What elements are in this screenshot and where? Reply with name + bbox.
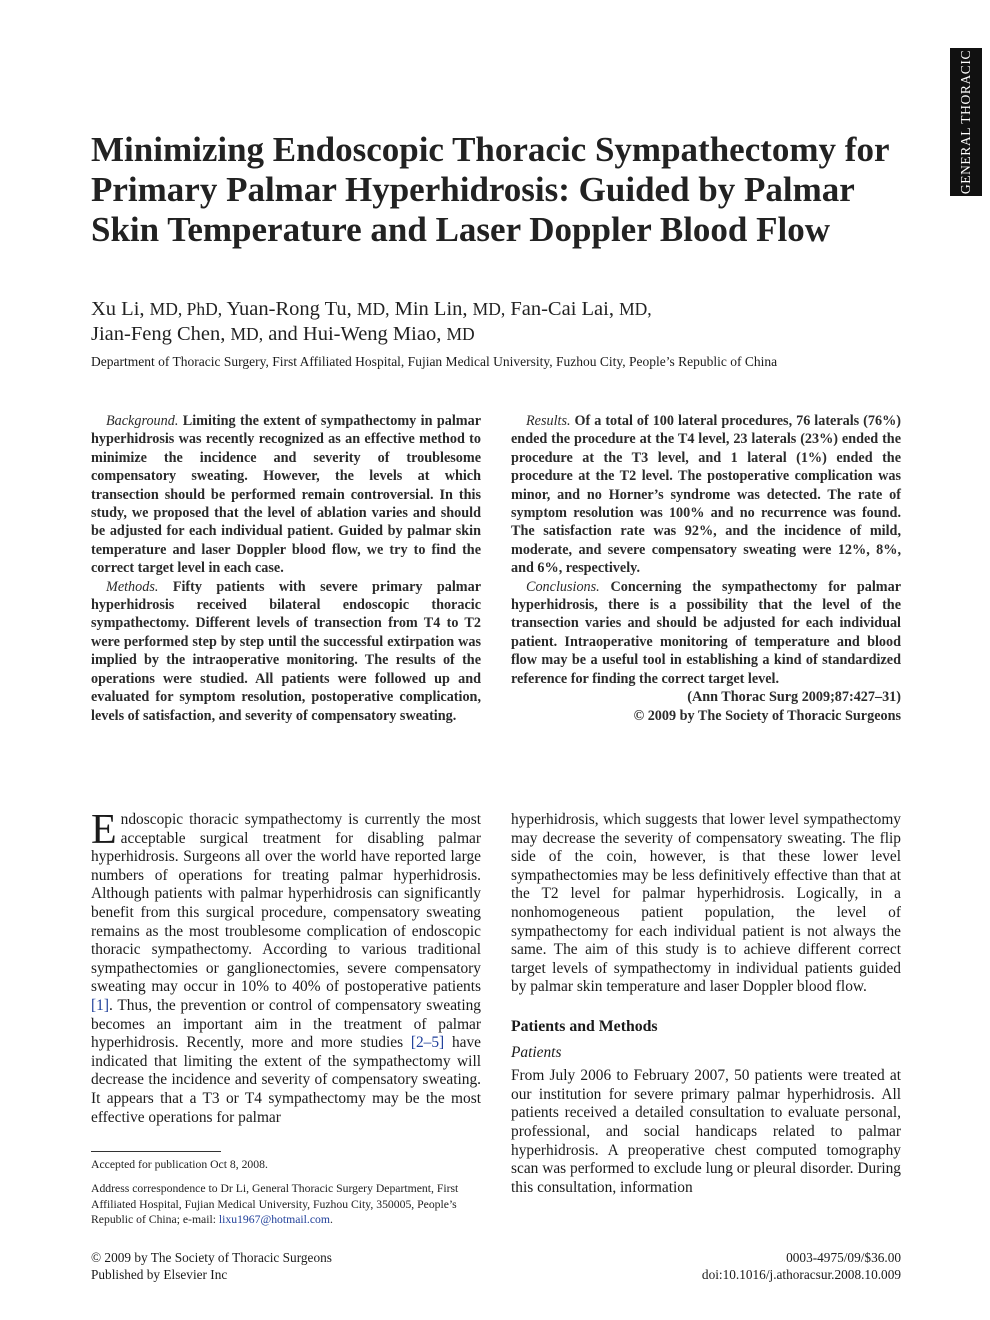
- abstract-background-text: Limiting the extent of sympathectomy in palmar hyperhidrosis was recently recognized as an effective method to minimize the incidence and severity of troublesome compensatory sweating. However, the levels at which transection should be performed remain controversial. In this study, we proposed that the level of ablation varies and should be adjusted for each individual patient. Guided by palmar skin temperature and laser Doppler blood flow, we try to find the correct target level in each case.: [91, 413, 481, 577]
- author-name: Fan-Cai Lai,: [510, 298, 614, 320]
- accepted-date: Accepted for publication Oct 8, 2008.: [91, 1158, 268, 1171]
- citation-block: [511, 688, 901, 725]
- abstract-methods: [91, 578, 481, 725]
- intro-continuation: hyperhidrosis, which suggests that lower level sympathectomy may decrease the severity of compensatory sweating. The flip side of the coin, however, is that these lower level sympathectomies may be less definitively effective than that at the T2 level for palmar hyperhidrosis. Logically, in a nonhomogeneous patient population, the level of sympathectomy for each individual patient is not always the same. The aim of this study is to achieve different correct target levels of sympathectomy in individual patients guided by palmar skin temperature and laser Doppler blood flow.: [511, 811, 901, 996]
- address-text: Address correspondence to Dr Li, General Thoracic Surgery Department, First Affiliated Hospital, Fujian Medical University, Fuzhou City, 350005, People’s Republic of China; e-mail:: [91, 1182, 459, 1227]
- author-name: Jian-Feng Chen,: [91, 323, 226, 345]
- reference-link-1[interactable]: [1]: [91, 996, 109, 1014]
- footer-right: [702, 1249, 901, 1283]
- article-title: Minimizing Endoscopic Thoracic Sympathectomy for Primary Palmar Hyperhidrosis: Guided by Palmar Skin Temperature and Laser Doppler Blood Flow: [91, 130, 889, 249]
- abstract-conclusions-text: Concerning the sympathectomy for palmar hyperhidrosis, there is a possibility that the level of the transection varies and should be adjusted for each individual patient. Intraoperative monitoring of temperature and blood flow may be a useful tool in establishing a kind of standardized reference for finding the correct target level.: [511, 578, 902, 687]
- affiliation: Department of Thoracic Surgery, First Affiliated Hospital, Fujian Medical University, Fuzhou City, People’s Republic of China: [91, 354, 778, 369]
- author-name: and Hui-Weng Miao,: [268, 323, 442, 345]
- author-degree: MD,: [230, 324, 264, 344]
- correspondence-address: [91, 1181, 483, 1227]
- author-degree: MD,: [472, 299, 506, 319]
- reference-link-2-5[interactable]: [2–5]: [410, 1034, 445, 1052]
- footnotes: [91, 1157, 483, 1237]
- footnote-divider: [91, 1151, 221, 1152]
- abstract-left-column: [91, 412, 481, 725]
- abstract-methods-text: Fifty patients with severe primary palmar hyperhidrosis received bilateral endoscopic thoracic sympathectomy. Different levels of transection from T4 to T2 were performed step by step until the successful extirpation was implied by the intraoperative monitoring. The results of the operations were studied. All patients were followed up and evaluated for symptom resolution, postoperative complication, levels of satisfaction, and severity of compensatory sweating.: [91, 578, 481, 724]
- footer-doi[interactable]: doi:10.1016/j.athoracsur.2008.10.009: [701, 1267, 901, 1282]
- author-degree: MD,: [619, 299, 652, 319]
- intro-text-1: ndoscopic thoracic sympathectomy is currently the most acceptable surgical treatment for disabling palmar hyperhidrosis. Surgeons all over the world have reported large numbers of operations for treating palmar hyperhidrosis. Although patients with palmar hyperhidrosis can significantly benefit from this surgical procedure, compensatory sweating remains as the most troublesome complication of endoscopic thoracic sympathectomy. According to various traditional sympathectomies or ganglionectomies, severe compensatory sweating may occur in 10% to 40% of postoperative patients: [91, 811, 481, 996]
- abstract-results-text: Of a total of 100 lateral procedures, 76 laterals (76%) ended the procedure at the T4 level, 23 laterals (23%) ended the procedure at the T3 level, and 1 lateral (1%) ended the procedure at the T2 level. The postoperative complication was minor, and no Horner’s syndrome was detected. The rate of symptom resolution was 100% and no recurrence was found. The satisfaction rate was 92%, and the incidence of mild, moderate, and severe compensatory sweating were 12%, 8%, and 6%, respectively.: [511, 413, 901, 577]
- body-left-column: [91, 807, 481, 1127]
- intro-text-2: . Thus, the prevention or control of compensatory sweating becomes an important aim in the treatment of palmar hyperhidrosis. Recently, more and more studies: [91, 996, 481, 1052]
- abstract-right-column: [511, 412, 901, 725]
- abstract-conclusions-heading: Conclusions.: [526, 578, 600, 595]
- address-end: .: [329, 1213, 333, 1227]
- intro-text-3: have indicated that limiting the extent of the sympathectomy will decrease the incidence and severity of compensatory sweating. It appears that a T3 or T4 sympathectomy may be the most effective operations for palmar: [91, 1034, 481, 1126]
- abstract-copyright: © 2009 by The Society of Thoracic Surgeons: [633, 707, 901, 724]
- drop-cap: E: [91, 807, 117, 853]
- author-degree: MD, PhD,: [149, 299, 223, 319]
- footer-copyright: © 2009 by The Society of Thoracic Surgeons: [91, 1250, 332, 1265]
- section-tab-label: GENERAL THORACIC: [958, 49, 974, 195]
- abstract-results-heading: Results.: [526, 413, 571, 429]
- abstract-methods-heading: Methods.: [106, 578, 159, 595]
- abstract-background-heading: Background.: [106, 413, 179, 429]
- author-degree: MD: [446, 324, 475, 344]
- footer-left: [91, 1249, 332, 1283]
- author-name: Xu Li,: [91, 298, 145, 320]
- abstract-results: [511, 412, 901, 578]
- author-name: Min Lin,: [394, 298, 468, 320]
- body-right-column: [511, 811, 901, 1197]
- author-degree: MD,: [356, 299, 390, 319]
- abstract-conclusions: [511, 578, 901, 688]
- journal-citation: (Ann Thorac Surg 2009;87:427–31): [687, 689, 901, 706]
- intro-paragraph: [91, 807, 481, 1127]
- footer-publisher: Published by Elsevier Inc: [91, 1267, 228, 1282]
- section-heading: Patients and Methods: [511, 1017, 658, 1035]
- author-name: Yuan-Rong Tu,: [226, 298, 352, 320]
- section-tab: [950, 48, 982, 196]
- footer-issn: 0003-4975/09/$36.00: [786, 1250, 901, 1265]
- subsection-heading: Patients: [511, 1043, 562, 1061]
- patients-paragraph: From July 2006 to February 2007, 50 patients were treated at our institution for severe primary palmar hyperhidrosis. All patients received a detailed consultation to evaluate personal, professional, and social handicaps related to palmar hyperhidrosis. A preoperative chest computed tomography scan was performed to exclude lung or pleural disorder. During this consultation, information: [511, 1067, 901, 1196]
- email-link[interactable]: lixu1967@hotmail.com: [218, 1213, 330, 1227]
- abstract-background: [91, 412, 481, 578]
- author-list: [91, 297, 891, 347]
